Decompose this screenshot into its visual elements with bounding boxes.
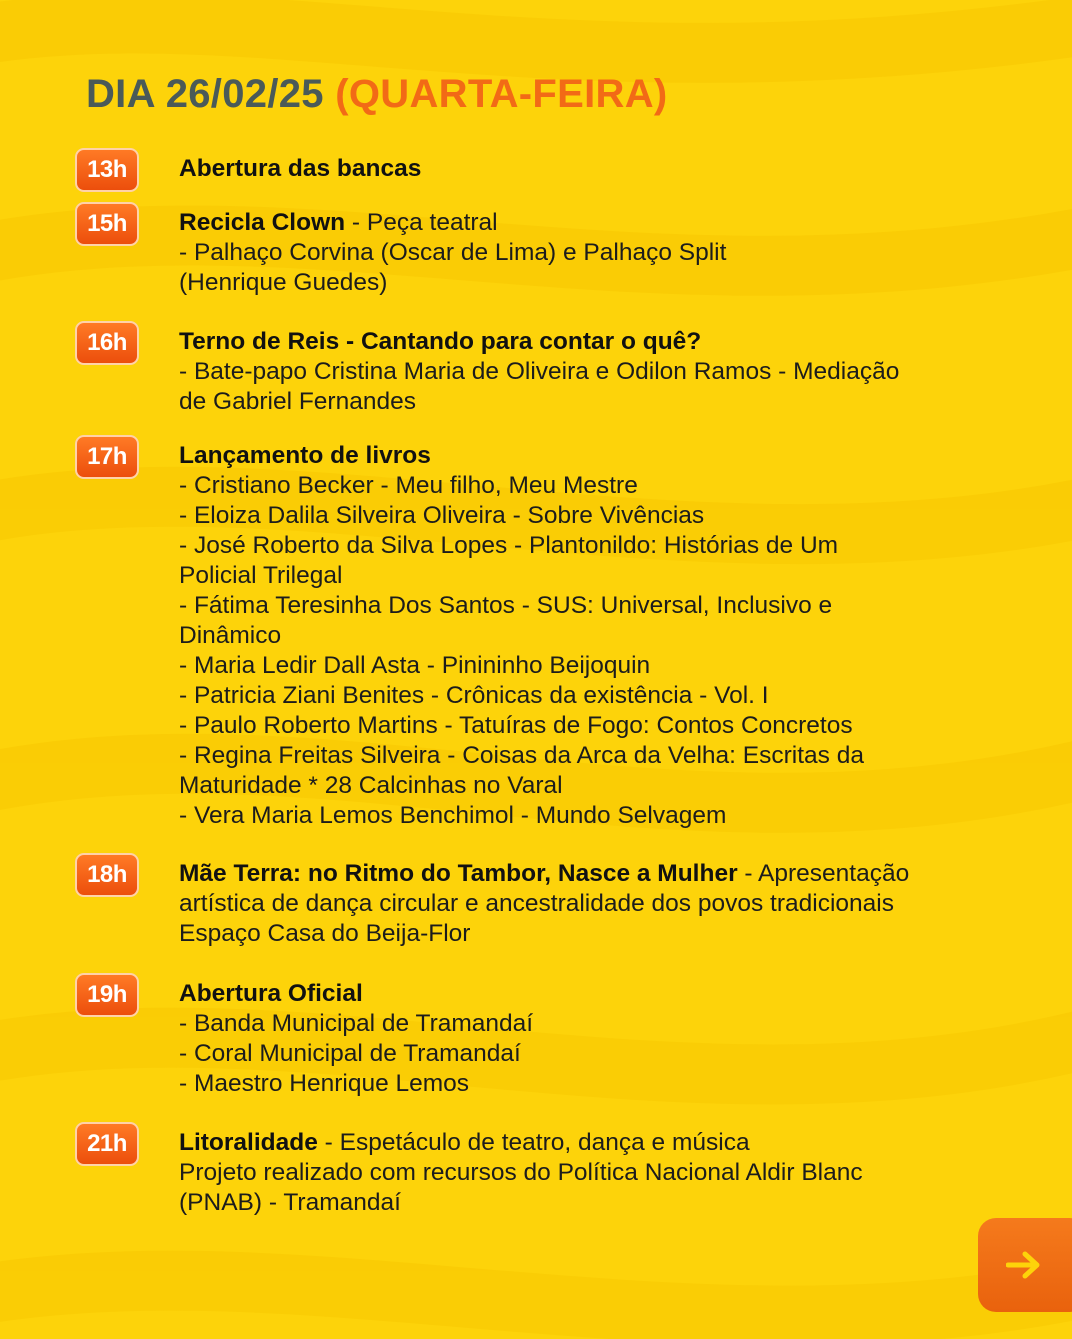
event-detail-line: (Henrique Guedes) [179, 269, 388, 296]
event-detail-line: Espaço Casa do Beija-Flor [179, 920, 471, 947]
event-description [179, 327, 1009, 417]
book-entry: - Regina Freitas Silveira - Coisas da Arca da Velha: Escritas da [179, 742, 864, 769]
event-title: Abertura Oficial [179, 980, 363, 1007]
time-badge: 13h [75, 148, 139, 192]
event-detail-line: - Palhaço Corvina (Oscar de Lima) e Palhaço Split [179, 239, 727, 266]
event-title: Lançamento de livros [179, 442, 431, 469]
time-badge: 16h [75, 321, 139, 365]
time-badge: 15h [75, 202, 139, 246]
event-detail-line: - Bate-papo Cristina Maria de Oliveira e Odilon Ramos - Mediação [179, 358, 900, 385]
event-detail-line: artística de dança circular e ancestralidade dos povos tradicionais [179, 890, 894, 917]
event-description [179, 154, 1009, 184]
event-title: Terno de Reis - Cantando para contar o quê? [179, 328, 702, 355]
page-title [86, 72, 668, 117]
book-entry: Policial Trilegal [179, 562, 343, 589]
event-description [179, 208, 1009, 298]
book-entry: Maturidade * 28 Calcinhas no Varal [179, 772, 563, 799]
event-detail-line: - Banda Municipal de Tramandaí [179, 1010, 534, 1037]
event-title: Abertura das bancas [179, 155, 422, 182]
event-description [179, 1128, 1009, 1218]
time-badge: 18h [75, 853, 139, 897]
book-entry: - Eloiza Dalila Silveira Oliveira - Sobre Vivências [179, 502, 705, 529]
book-entry: - Paulo Roberto Martins - Tatuíras de Fogo: Contos Concretos [179, 712, 853, 739]
next-page-button[interactable] [978, 1218, 1072, 1312]
book-entry: - Maria Ledir Dall Asta - Pinininho Beijoquin [179, 652, 651, 679]
event-title: Litoralidade [179, 1129, 318, 1156]
arrow-right-icon [1006, 1251, 1042, 1279]
time-badge: 17h [75, 435, 139, 479]
event-description [179, 979, 1009, 1099]
time-badge: 19h [75, 973, 139, 1017]
book-entry: - Patricia Ziani Benites - Crônicas da existência - Vol. I [179, 682, 769, 709]
event-detail-line: - Maestro Henrique Lemos [179, 1070, 470, 1097]
book-entry: - José Roberto da Silva Lopes - Plantonildo: Histórias de Um [179, 532, 839, 559]
book-entry: - Cristiano Becker - Meu filho, Meu Mestre [179, 472, 638, 499]
event-detail-line: Projeto realizado com recursos do Política Nacional Aldir Blanc [179, 1159, 863, 1186]
event-title: Mãe Terra: no Ritmo do Tambor, Nasce a Mulher [179, 860, 738, 887]
event-description [179, 441, 1009, 831]
event-subtitle: - Espetáculo de teatro, dança e música [317, 1129, 750, 1156]
event-subtitle: - Apresentação [737, 860, 910, 887]
event-detail-line: (PNAB) - Tramandaí [179, 1189, 401, 1216]
book-entry: - Vera Maria Lemos Benchimol - Mundo Selvagem [179, 802, 727, 829]
event-subtitle: - Peça teatral [345, 209, 498, 236]
event-detail-line: - Coral Municipal de Tramandaí [179, 1040, 521, 1067]
event-date: DIA 26/02/25 [86, 72, 324, 116]
book-entry: Dinâmico [179, 622, 282, 649]
event-description [179, 859, 1009, 949]
event-weekday: (QUARTA-FEIRA) [335, 72, 668, 116]
time-badge: 21h [75, 1122, 139, 1166]
event-title: Recicla Clown [179, 209, 346, 236]
event-detail-line: de Gabriel Fernandes [179, 388, 416, 415]
book-entry: - Fátima Teresinha Dos Santos - SUS: Universal, Inclusivo e [179, 592, 833, 619]
